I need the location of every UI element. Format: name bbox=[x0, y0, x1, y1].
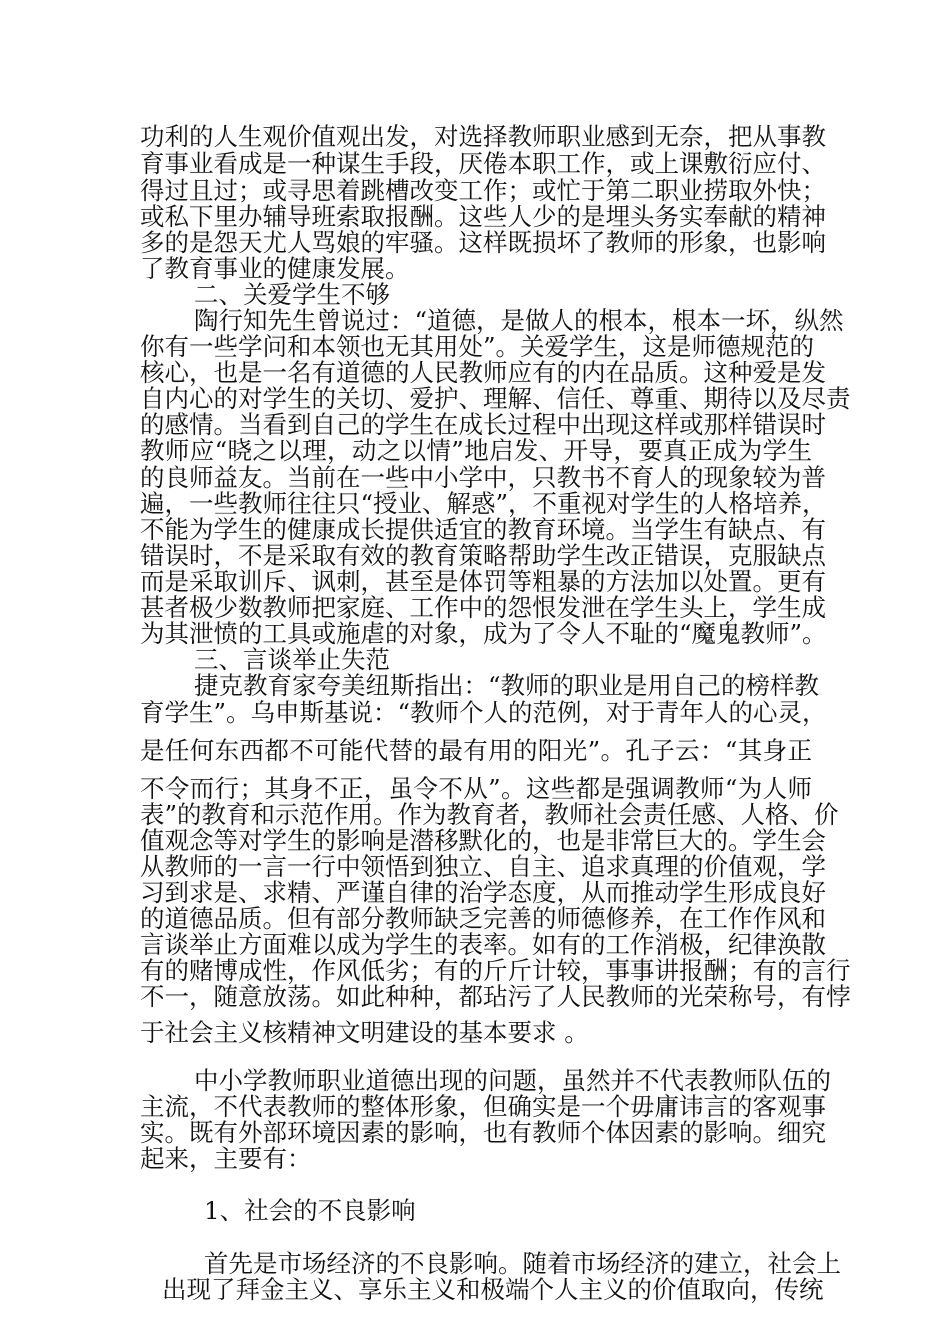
paragraph-line: 起来，主要有： bbox=[140, 1144, 312, 1173]
paragraph-line: 而是采取训斥、讽刺，甚至是体罚等粗暴的方法加以处置。更有 bbox=[140, 567, 826, 596]
paragraph-line: 首先是市场经济的不良影响。随着市场经济的建立，社会上 bbox=[204, 1249, 841, 1278]
paragraph-line: 遍，一些教师往往只“授业、解惑”，不重视对学生的人格培养， bbox=[140, 489, 827, 518]
section-heading: 三、言谈举止失范 bbox=[194, 645, 390, 674]
section-heading: 二、关爱学生不够 bbox=[194, 280, 390, 309]
paragraph-line: 得过且过；或寻思着跳槽改变工作；或忙于第二职业捞取外快； bbox=[140, 176, 826, 205]
paragraph-line: 了教育事业的健康发展。 bbox=[140, 254, 410, 283]
paragraph-line: 表”的教育和示范作用。作为教育者，教师社会责任感、人格、价 bbox=[140, 800, 839, 829]
paragraph-line: 教师应“晓之以理，动之以情”地启发、开导，要真正成为学生 bbox=[140, 436, 812, 465]
paragraph-line: 育事业看成是一种谋生手段，厌倦本职工作，或上课敷衍应付、 bbox=[140, 149, 826, 178]
paragraph-line: 习到求是、求精、严谨自律的治学态度，从而推动学生形成良好 bbox=[140, 878, 826, 907]
paragraph-line: 不一，随意放荡。如此种种，都玷污了人民教师的光荣称号，有悖 bbox=[140, 982, 851, 1011]
paragraph-line: 于社会主义核精神文明建设的基本要求 。 bbox=[140, 1018, 589, 1047]
paragraph-line: 自内心的对学生的关切、爱护、理解、信任、尊重、期待以及尽责 bbox=[140, 384, 851, 413]
paragraph-line: 不令而行；其身不正，虽令不从”。这些都是强调教师“为人师 bbox=[140, 774, 812, 803]
paragraph-line: 核心，也是一名有道德的人民教师应有的内在品质。这种爱是发 bbox=[140, 358, 826, 387]
paragraph-line: 出现了拜金主义、享乐主义和极端个人主义的价值取向，传统 bbox=[162, 1275, 824, 1304]
paragraph-line: 不能为学生的健康成长提供适宜的教育环境。当学生有缺点、有 bbox=[140, 515, 826, 544]
paragraph-line: 为其泄愤的工具或施虐的对象，成为了令人不耻的“魔鬼教师”。 bbox=[140, 619, 827, 648]
paragraph-line: 捷克教育家夸美纽斯指出：“教师的职业是用自己的榜样教 bbox=[194, 671, 820, 700]
paragraph-line: 多的是怨天尤人骂娘的牢骚。这样既损坏了教师的形象，也影响 bbox=[140, 228, 826, 257]
paragraph-line: 的感情。当看到自己的学生在成长过程中出现这样或那样错误时 bbox=[140, 410, 826, 439]
paragraph-line: 中小学教师职业道德出现的问题，虽然并不代表教师队伍的 bbox=[194, 1066, 831, 1095]
paragraph-line: 有的赌博成性，作风低劣；有的斤斤计较，事事讲报酬；有的言行 bbox=[140, 956, 851, 985]
paragraph-line: 错误时，不是采取有效的教育策略帮助学生改正错误，克服缺点 bbox=[140, 541, 826, 570]
paragraph-line: 育学生”。乌申斯基说：“教师个人的范例，对于青年人的心灵， bbox=[140, 698, 827, 727]
paragraph-line: 是任何东西都不可能代替的最有用的阳光”。孔子云：“其身正 bbox=[140, 736, 812, 765]
paragraph-line: 值观念等对学生的影响是潜移默化的，也是非常巨大的。学生会 bbox=[140, 826, 826, 855]
paragraph-line: 或私下里办辅导班索取报酬。这些人少的是埋头务实奉献的精神 bbox=[140, 202, 826, 231]
numbered-heading: 1、社会的不良影响 bbox=[204, 1196, 416, 1225]
paragraph-line: 陶行知先生曾说过：“道德，是做人的根本，根本一坏，纵然 bbox=[194, 306, 844, 335]
paragraph-line: 从教师的一言一行中领悟到独立、自主、追求真理的价值观，学 bbox=[140, 852, 826, 881]
paragraph-line: 甚者极少数教师把家庭、工作中的怨恨发泄在学生头上，学生成 bbox=[140, 593, 826, 622]
paragraph-line: 的道德品质。但有部分教师缺乏完善的师德修养，在工作作风和 bbox=[140, 904, 826, 933]
paragraph-line: 的良师益友。当前在一些中小学中，只教书不育人的现象较为普 bbox=[140, 463, 826, 492]
paragraph-line: 主流，不代表教师的整体形象，但确实是一个毋庸讳言的客观事 bbox=[140, 1092, 826, 1121]
paragraph-line: 言谈举止方面难以成为学生的表率。如有的工作消极，纪律涣散 bbox=[140, 930, 826, 959]
paragraph-line: 你有一些学问和本领也无其用处”。关爱学生，这是师德规范的 bbox=[140, 332, 815, 361]
paragraph-line: 功利的人生观价值观出发，对选择教师职业感到无奈，把从事教 bbox=[140, 122, 826, 151]
paragraph-line: 实。既有外部环境因素的影响，也有教师个体因素的影响。细究 bbox=[140, 1118, 826, 1147]
